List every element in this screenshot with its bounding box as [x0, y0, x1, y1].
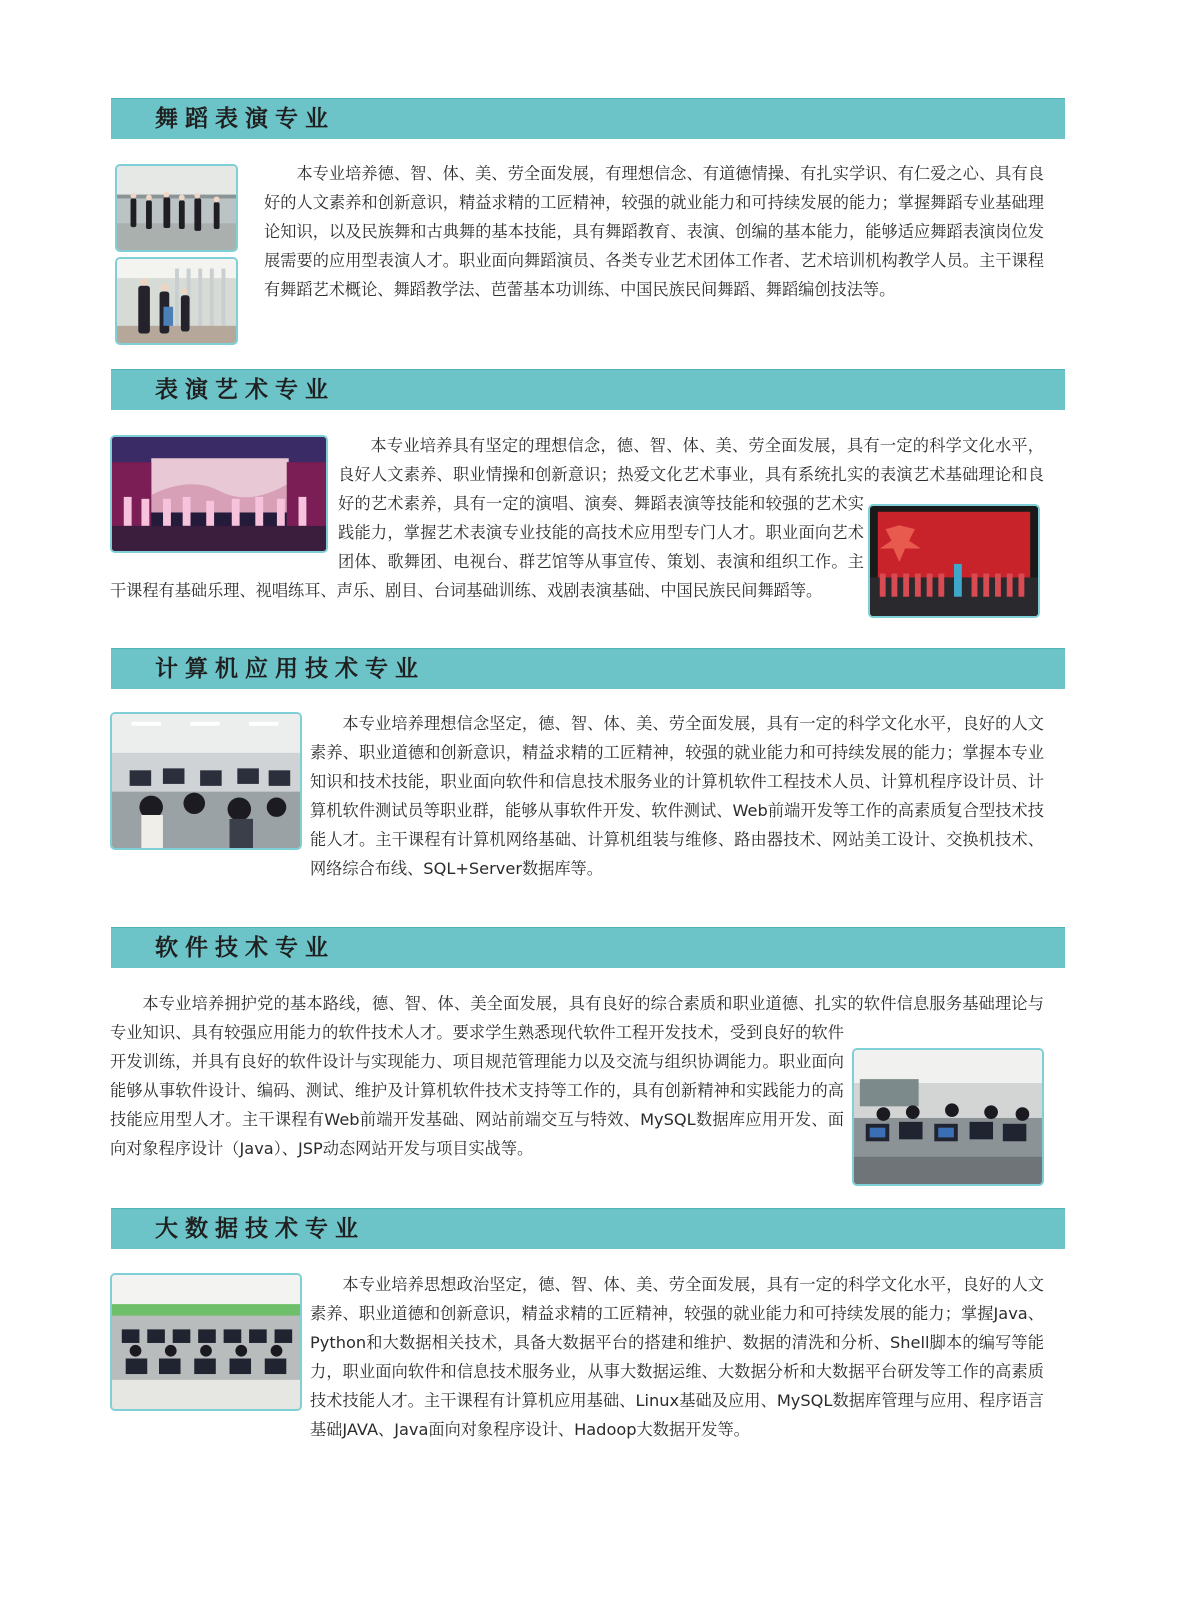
section-text-dance: 本专业培养德、智、体、美、劳全面发展，有理想信念、有道德情操、有扎实学识、有仁爱之心、具有良好的人文素养和创新意识，精益求精的工匠精神，较强的就业能力和可持续发展的能力；掌握舞蹈专业基础理论知识，以及民族舞和古典舞的基本技能，具有舞蹈教育、表演、创编的基本能力，能够适应舞蹈表演岗位发展需要的应用型表演人才。职业面向舞蹈演员、各类专业艺术团体工作者、艺术培训机构教学人员。主干课程有舞蹈艺术概论、舞蹈教学法、芭蕾基本功训练、中国民族民间舞蹈、舞蹈编创技法等。 — [264, 164, 1044, 299]
section-title-computer-application: 计算机应用技术专业 — [155, 655, 425, 682]
section-title-software: 软件技术专业 — [155, 934, 335, 961]
section-text-big-data: 本专业培养思想政治坚定，德、智、体、美、劳全面发展，具有一定的科学文化水平，良好的人文素养、职业道德和创新意识，精益求精的工匠精神，较强的就业能力和可持续发展的能力；掌握Java、Python和大数据相关技术，具备大数据平台的搭建和维护、数据的清洗和分析、Shell脚本的编写等能力，职业面向软件和信息技术服务业，从事大数据运维、大数据分析和大数据平台研发等工作的高素质技术技能人才。主干课程有计算机应用基础、Linux基础及应用、MySQL数据库管理与应用、程序语言基础JAVA、Java面向对象程序设计、Hadoop大数据开发等。 — [110, 1270, 1044, 1444]
section-text-computer-application: 本专业培养理想信念坚定，德、智、体、美、劳全面发展，具有一定的科学文化水平，良好的人文素养、职业道德和创新意识，精益求精的工匠精神，较强的就业能力和可持续发展的能力；掌握本专业知识和技术技能，职业面向软件和信息技术服务业的计算机软件工程技术人员、计算机程序设计员、计算机软件测试员等职业群，能够从事软件开发、软件测试、Web前端开发等工作的高素质复合型技术技能人才。主干课程有计算机网络基础、计算机组装与维修、路由器技术、网站美工设计、交换机技术、网络综合布线、SQL+Server数据库等。 — [110, 709, 1044, 883]
section-banner-dance — [111, 98, 1065, 139]
float-spacer — [110, 1270, 310, 1440]
section-title-big-data: 大数据技术专业 — [155, 1215, 365, 1242]
dance-class-photo-2 — [115, 257, 238, 345]
section-banner-big-data — [111, 1208, 1065, 1249]
float-spacer — [110, 431, 338, 557]
dance-class-photo-1 — [115, 164, 238, 252]
float-spacer — [864, 489, 1044, 619]
float-spacer — [844, 1019, 1044, 1193]
section-title-dance: 舞蹈表演专业 — [155, 105, 335, 132]
section-title-performance: 表演艺术专业 — [155, 376, 335, 403]
float-spacer — [110, 709, 310, 879]
section-text-performance: 本专业培养具有坚定的理想信念，德、智、体、美、劳全面发展，具有一定的科学文化水平，良好人文素养、职业情操和创新意识；热爱文化艺术事业，具有系统扎实的表演艺术基础理论和良好的艺术素养，具有一定的演唱、演奏、舞蹈表演等技能和较强的艺术实践能力，掌握艺术表演专业技能的高技术应用型专门人才。职业面向艺术团体、歌舞团、电视台、群艺馆等从事宣传、策划、表演和组织工作。主干课程有基础乐理、视唱练耳、声乐、剧目、台词基础训练、戏剧表演基础、中国民族民间舞蹈等。 — [110, 431, 1044, 619]
section-banner-performance — [111, 369, 1065, 410]
section-banner-computer-application — [111, 648, 1065, 689]
section-banner-software — [111, 927, 1065, 968]
section-text-software: 本专业培养拥护党的基本路线，德、智、体、美全面发展，具有良好的综合素质和职业道德、扎实的软件信息服务基础理论与专业知识、具有较强应用能力的软件技术人才。要求学生熟悉现代软件工程开发技术，受到良好的软件开发训练，并具有良好的软件设计与实现能力、项目规范管理能力以及交流与组织协调能力。职业面向能够从事软件设计、编码、测试、维护及计算机软件技术支持等工作的，具有创新精神和实践能力的高技能应用型人才。主干课程有Web前端开发基础、网站前端交互与特效、MySQL数据库应用开发、面向对象程序设计（Java）、JSP动态网站开发与项目实战等。 — [110, 989, 1044, 1193]
